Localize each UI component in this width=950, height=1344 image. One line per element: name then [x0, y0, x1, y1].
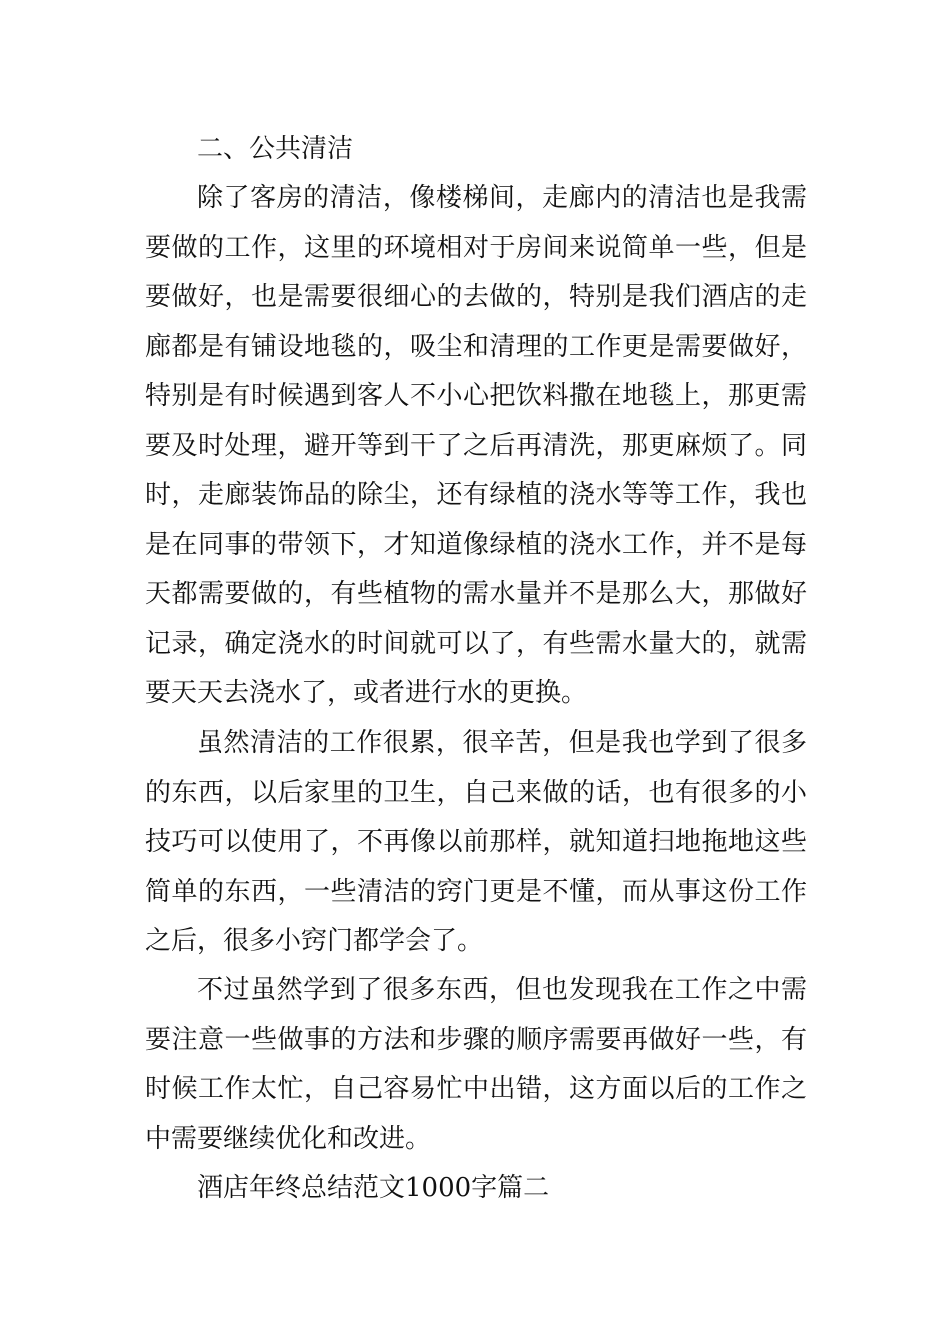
paragraph-learned-skills: 虽然清洁的工作很累，很辛苦，但是我也学到了很多的东西，以后家里的卫生，自己来做的话，也有很多的小技巧可以使用了，不再像以前那样，就知道扫地拖地这些简单的东西，一些清洁的窍门更是不懂，而从事这份工作之后，很多小窍门都学会了。: [145, 728, 807, 956]
paragraph-improvement: 不过虽然学到了很多东西，但也发现我在工作之中需要注意一些做事的方法和步骤的顺序需要再做好一些，有时候工作太忙，自己容易忙中出错，这方面以后的工作之中需要继续优化和改进。: [145, 975, 807, 1154]
next-section-heading: 酒店年终总结范文1000字篇二: [197, 1173, 550, 1203]
section-heading: 二、公共清洁: [197, 134, 354, 164]
paragraph-public-cleaning: 除了客房的清洁，像楼梯间，走廊内的清洁也是我需要做的工作，这里的环境相对于房间来说简单一些，但是要做好，也是需要很细心的去做的，特别是我们酒店的走廊都是有铺设地毯的，吸尘和清理的工作更是需要做好，特别是有时候遇到客人不小心把饮料撒在地毯上，那更需要及时处理，避开等到干了之后再清洗，那更麻烦了。同时，走廊装饰品的除尘，还有绿植的浇水等等工作，我也是在同事的带领下，才知道像绿植的浇水工作，并不是每天都需要做的，有些植物的需水量并不是那么大，那做好记录，确定浇水的时间就可以了，有些需水量大的，就需要天天去浇水了，或者进行水的更换。: [145, 183, 807, 708]
